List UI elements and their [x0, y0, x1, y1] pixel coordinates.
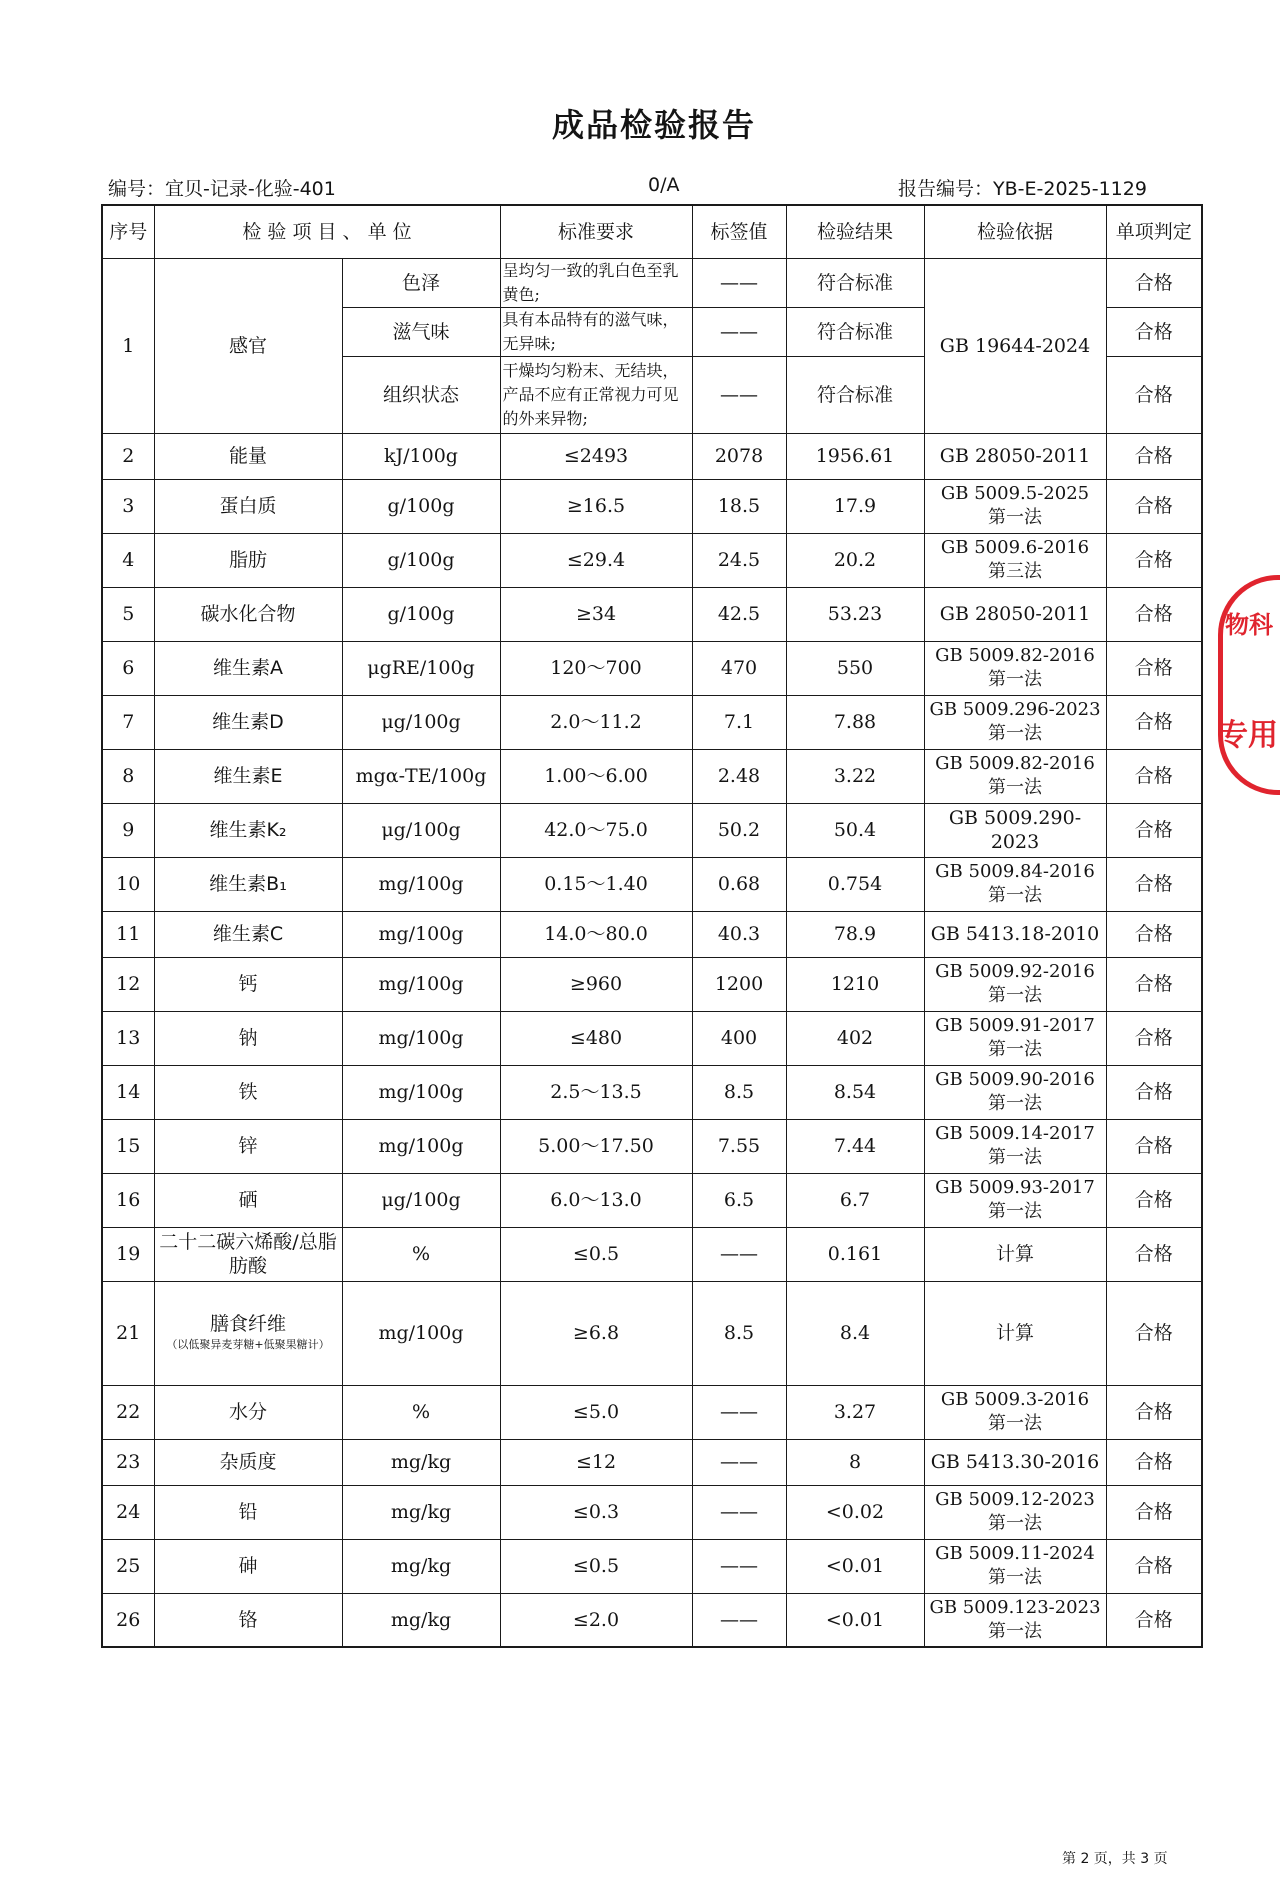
label-value: 42.5	[692, 587, 786, 641]
test-basis	[924, 1281, 1106, 1385]
test-result: 6.7	[786, 1173, 924, 1227]
standard-requirement: ≤29.4	[500, 533, 692, 587]
basis-standard: GB 5413.30-2016	[930, 1451, 1100, 1473]
table-row	[102, 587, 1202, 641]
judgment: 合格	[1106, 1593, 1202, 1647]
standard-requirement: ≥34	[500, 587, 692, 641]
sensory-item: 组织状态	[342, 356, 500, 433]
test-basis	[924, 1173, 1106, 1227]
judgment: 合格	[1106, 1281, 1202, 1385]
judgment: 合格	[1106, 479, 1202, 533]
table-row	[102, 1485, 1202, 1539]
item-name-text: 砷	[238, 1555, 258, 1577]
test-basis	[924, 1593, 1106, 1647]
unit: kJ/100g	[342, 433, 500, 479]
label-value: ——	[692, 307, 786, 356]
basis-method: 第一法	[988, 1567, 1042, 1588]
header-result: 检验结果	[786, 205, 924, 258]
standard-requirement: ≥6.8	[500, 1281, 692, 1385]
table-row	[102, 641, 1202, 695]
test-basis	[924, 857, 1106, 911]
judgment: 合格	[1106, 1173, 1202, 1227]
unit: mg/100g	[342, 1011, 500, 1065]
item-name	[154, 1385, 342, 1439]
standard-requirement: ≥960	[500, 957, 692, 1011]
judgment: 合格	[1106, 749, 1202, 803]
basis-standard: GB 5009.3-2016	[940, 1389, 1090, 1410]
judgment: 合格	[1106, 1065, 1202, 1119]
standard-requirement: 14.0～80.0	[500, 911, 692, 957]
row-seq: 5	[102, 587, 154, 641]
test-result: 8	[786, 1439, 924, 1485]
item-name-text: 维生素K₂	[209, 819, 287, 841]
header-item-unit: 检 验 项 目 、 单 位	[154, 205, 500, 258]
label-value: 2078	[692, 433, 786, 479]
table-row	[102, 433, 1202, 479]
test-basis	[924, 803, 1106, 857]
basis-method: 第一法	[988, 1620, 1042, 1642]
standard-requirement: ≤0.5	[500, 1227, 692, 1281]
test-basis	[924, 1539, 1106, 1593]
test-result: 符合标准	[786, 258, 924, 307]
judgment: 合格	[1106, 1227, 1202, 1281]
report-number: 报告编号：YB-E-2025-1129	[898, 178, 1147, 200]
item-name	[154, 1227, 342, 1281]
test-basis	[924, 695, 1106, 749]
test-result: 符合标准	[786, 356, 924, 433]
basis-standard: GB 28050-2011	[939, 603, 1091, 625]
item-note: （以低聚异麦芽糖+低聚果糖计）	[166, 1338, 330, 1351]
item-name-text: 铁	[238, 1081, 258, 1103]
sensory-standard: 干燥均匀粉末、无结块，产品不应有正常视力可见的外来异物;	[500, 356, 692, 433]
label-value: ——	[692, 258, 786, 307]
test-basis	[924, 749, 1106, 803]
row-seq: 13	[102, 1011, 154, 1065]
row-seq: 15	[102, 1119, 154, 1173]
row-seq: 12	[102, 957, 154, 1011]
label-value: 7.55	[692, 1119, 786, 1173]
test-result: 7.44	[786, 1119, 924, 1173]
unit: g/100g	[342, 533, 500, 587]
item-name-text: 硒	[238, 1189, 258, 1211]
judgment: 合格	[1106, 307, 1202, 356]
label-value: 7.1	[692, 695, 786, 749]
unit: mg/kg	[342, 1593, 500, 1647]
label-value: 8.5	[692, 1065, 786, 1119]
item-name-text: 铅	[238, 1501, 258, 1523]
label-value: ——	[692, 1385, 786, 1439]
basis-method: 第一法	[988, 777, 1042, 798]
standard-requirement: 42.0～75.0	[500, 803, 692, 857]
header-standard: 标准要求	[500, 205, 692, 258]
row-seq: 16	[102, 1173, 154, 1227]
basis-standard: GB 5009.82-2016	[935, 645, 1095, 666]
label-value: ——	[692, 1593, 786, 1647]
basis-standard: GB 5009.14-2017	[935, 1123, 1095, 1144]
table-row	[102, 911, 1202, 957]
table-row	[102, 479, 1202, 533]
test-result: <0.01	[786, 1539, 924, 1593]
item-name-text: 维生素C	[212, 923, 284, 945]
stamp-text-bottom: 专用	[1218, 718, 1278, 753]
standard-requirement: 2.0～11.2	[500, 695, 692, 749]
basis-standard: GB 5009.92-2016	[935, 961, 1095, 982]
test-basis	[924, 1065, 1106, 1119]
table-row	[102, 803, 1202, 857]
item-name	[154, 749, 342, 803]
item-name	[154, 911, 342, 957]
judgment: 合格	[1106, 533, 1202, 587]
item-name-text: 蛋白质	[219, 495, 277, 517]
test-result: 8.54	[786, 1065, 924, 1119]
standard-requirement: 1.00～6.00	[500, 749, 692, 803]
unit: μg/100g	[342, 803, 500, 857]
basis-standard: GB 5009.93-2017	[935, 1177, 1095, 1198]
judgment: 合格	[1106, 1539, 1202, 1593]
table-row	[102, 1227, 1202, 1281]
test-result: 符合标准	[786, 307, 924, 356]
table-row	[102, 957, 1202, 1011]
judgment: 合格	[1106, 695, 1202, 749]
basis-method: 第一法	[988, 723, 1042, 744]
item-name	[154, 857, 342, 911]
table-row	[102, 695, 1202, 749]
basis-standard: GB 5009.6-2016	[940, 537, 1090, 558]
table-row	[102, 1539, 1202, 1593]
table-row	[102, 1119, 1202, 1173]
item-name-text: 能量	[228, 445, 267, 467]
page-footer: 第 2 页，共 3 页	[1062, 1851, 1168, 1867]
table-row	[102, 1173, 1202, 1227]
row-seq: 26	[102, 1593, 154, 1647]
standard-requirement: 120～700	[500, 641, 692, 695]
judgment: 合格	[1106, 258, 1202, 307]
test-result: <0.01	[786, 1593, 924, 1647]
inspection-table	[101, 204, 1203, 1648]
item-name-text: 膳食纤维	[209, 1313, 286, 1335]
version-label: 0/A	[648, 174, 680, 196]
test-result: <0.02	[786, 1485, 924, 1539]
table-row	[102, 749, 1202, 803]
table-row	[102, 857, 1202, 911]
item-name-text: 维生素E	[213, 765, 283, 787]
unit: g/100g	[342, 587, 500, 641]
unit: mg/100g	[342, 1119, 500, 1173]
row-seq: 2	[102, 433, 154, 479]
basis-method: 第一法	[988, 985, 1042, 1006]
item-name	[154, 533, 342, 587]
sensory-item: 色泽	[342, 258, 500, 307]
test-result: 3.22	[786, 749, 924, 803]
test-result: 20.2	[786, 533, 924, 587]
unit: mg/100g	[342, 1281, 500, 1385]
unit: mg/100g	[342, 857, 500, 911]
sensory-standard: 具有本品特有的滋气味，无异味;	[500, 307, 692, 356]
unit: μgRE/100g	[342, 641, 500, 695]
basis-method: 第一法	[988, 669, 1042, 690]
label-value: ——	[692, 1485, 786, 1539]
test-basis	[924, 1485, 1106, 1539]
test-result: 17.9	[786, 479, 924, 533]
basis-standard: 计算	[995, 1322, 1034, 1344]
table-row	[102, 1281, 1202, 1385]
item-name-text: 维生素D	[212, 711, 284, 733]
test-basis	[924, 479, 1106, 533]
basis-standard: 计算	[995, 1243, 1034, 1265]
item-name-text: 铬	[238, 1608, 258, 1631]
test-basis	[924, 1439, 1106, 1485]
standard-requirement: ≤2.0	[500, 1593, 692, 1647]
item-name-text: 碳水化合物	[200, 603, 296, 625]
test-result: 50.4	[786, 803, 924, 857]
item-name	[154, 1485, 342, 1539]
basis-standard: GB 28050-2011	[939, 445, 1091, 467]
unit: mg/100g	[342, 957, 500, 1011]
test-basis	[924, 587, 1106, 641]
header-judgment: 单项判定	[1106, 205, 1202, 258]
standard-requirement: ≤5.0	[500, 1385, 692, 1439]
judgment: 合格	[1106, 356, 1202, 433]
item-name	[154, 1119, 342, 1173]
item-name-text: 钠	[238, 1027, 258, 1049]
label-value: ——	[692, 1227, 786, 1281]
unit: mg/kg	[342, 1539, 500, 1593]
unit: mg/100g	[342, 911, 500, 957]
test-basis	[924, 1385, 1106, 1439]
basis-standard: GB 5413.18-2010	[930, 923, 1100, 945]
row-seq: 21	[102, 1281, 154, 1385]
item-name-text: 钙	[238, 973, 258, 995]
basis-method: 第一法	[988, 1039, 1042, 1060]
basis-method: 第一法	[988, 1513, 1042, 1534]
basis-standard: GB 5009.12-2023	[935, 1489, 1095, 1510]
row-seq: 24	[102, 1485, 154, 1539]
label-value: 8.5	[692, 1281, 786, 1385]
header-seq: 序号	[102, 205, 154, 258]
table-row	[102, 1011, 1202, 1065]
unit: μg/100g	[342, 1173, 500, 1227]
unit: mgα-TE/100g	[342, 749, 500, 803]
unit: μg/100g	[342, 695, 500, 749]
basis-standard: GB 5009.91-2017	[935, 1015, 1095, 1036]
row-seq: 23	[102, 1439, 154, 1485]
table-row	[102, 1439, 1202, 1485]
row-seq: 6	[102, 641, 154, 695]
item-name	[154, 957, 342, 1011]
row-seq: 9	[102, 803, 154, 857]
judgment: 合格	[1106, 803, 1202, 857]
item-name-text: 锌	[238, 1135, 258, 1157]
standard-requirement: 5.00～17.50	[500, 1119, 692, 1173]
item-name	[154, 1539, 342, 1593]
standard-requirement: ≤0.3	[500, 1485, 692, 1539]
unit: %	[342, 1385, 500, 1439]
label-value: 1200	[692, 957, 786, 1011]
item-name	[154, 695, 342, 749]
row-seq: 14	[102, 1065, 154, 1119]
row-seq: 19	[102, 1227, 154, 1281]
label-value: 470	[692, 641, 786, 695]
row-seq: 10	[102, 857, 154, 911]
table-row	[102, 533, 1202, 587]
label-value: 24.5	[692, 533, 786, 587]
judgment: 合格	[1106, 1385, 1202, 1439]
test-basis	[924, 957, 1106, 1011]
label-value: 400	[692, 1011, 786, 1065]
test-basis	[924, 641, 1106, 695]
basis-standard: GB 5009.5-2025	[940, 483, 1090, 504]
table-row	[102, 1593, 1202, 1647]
item-name	[154, 479, 342, 533]
label-value: ——	[692, 1439, 786, 1485]
row-seq: 4	[102, 533, 154, 587]
item-name-text: 杂质度	[219, 1451, 277, 1473]
item-name	[154, 433, 342, 479]
judgment: 合格	[1106, 1119, 1202, 1173]
test-result: 1210	[786, 957, 924, 1011]
item-name	[154, 641, 342, 695]
standard-requirement: 0.15～1.40	[500, 857, 692, 911]
test-basis	[924, 1227, 1106, 1281]
test-basis	[924, 533, 1106, 587]
row-seq: 7	[102, 695, 154, 749]
test-result: 402	[786, 1011, 924, 1065]
test-result: 1956.61	[786, 433, 924, 479]
row-seq: 22	[102, 1385, 154, 1439]
row-seq: 8	[102, 749, 154, 803]
test-result: 7.88	[786, 695, 924, 749]
sensory-item: 滋气味	[342, 307, 500, 356]
basis-standard: GB 5009.290-2023	[948, 807, 1082, 853]
item-name-text: 维生素B₁	[209, 873, 287, 895]
basis-standard: GB 5009.90-2016	[935, 1069, 1095, 1090]
standard-requirement: ≤2493	[500, 433, 692, 479]
item-name-text: 二十二碳六烯酸/总脂肪酸	[159, 1231, 337, 1277]
basis-method: 第一法	[988, 1201, 1042, 1222]
item-name	[154, 803, 342, 857]
item-name-text: 水分	[228, 1401, 267, 1423]
judgment: 合格	[1106, 1485, 1202, 1539]
item-name-text: 维生素A	[213, 657, 283, 679]
standard-requirement: ≥16.5	[500, 479, 692, 533]
row-seq: 1	[102, 258, 154, 433]
test-result: 8.4	[786, 1281, 924, 1385]
table-row	[102, 1385, 1202, 1439]
standard-requirement: 6.0～13.0	[500, 1173, 692, 1227]
stamp-text-top: 物科	[1225, 611, 1273, 639]
basis-standard: GB 5009.11-2024	[935, 1543, 1095, 1564]
judgment: 合格	[1106, 1011, 1202, 1065]
unit: %	[342, 1227, 500, 1281]
judgment: 合格	[1106, 641, 1202, 695]
standard-requirement: ≤480	[500, 1011, 692, 1065]
unit: g/100g	[342, 479, 500, 533]
basis-method: 第一法	[988, 1413, 1042, 1434]
test-basis	[924, 433, 1106, 479]
judgment: 合格	[1106, 1439, 1202, 1485]
basis-method: 第一法	[988, 1093, 1042, 1114]
item-name	[154, 1281, 342, 1385]
item-name	[154, 1593, 342, 1647]
judgment: 合格	[1106, 587, 1202, 641]
basis-standard: GB 5009.296-2023	[929, 699, 1101, 720]
table-row	[102, 258, 1202, 307]
standard-requirement: 2.5～13.5	[500, 1065, 692, 1119]
label-value: 50.2	[692, 803, 786, 857]
label-value: 2.48	[692, 749, 786, 803]
judgment: 合格	[1106, 433, 1202, 479]
label-value: 0.68	[692, 857, 786, 911]
label-value: ——	[692, 356, 786, 433]
basis-method: 第一法	[988, 1147, 1042, 1168]
unit: mg/kg	[342, 1485, 500, 1539]
sensory-basis: GB 19644-2024	[924, 258, 1106, 433]
test-result: 78.9	[786, 911, 924, 957]
row-seq: 25	[102, 1539, 154, 1593]
basis-method: 第一法	[988, 885, 1042, 906]
basis-method: 第一法	[988, 507, 1042, 528]
item-name	[154, 1011, 342, 1065]
test-result: 3.27	[786, 1385, 924, 1439]
judgment: 合格	[1106, 957, 1202, 1011]
unit: mg/kg	[342, 1439, 500, 1485]
header-label-value: 标签值	[692, 205, 786, 258]
record-number: 编号：宜贝-记录-化验-401	[108, 178, 336, 200]
test-basis	[924, 1011, 1106, 1065]
standard-requirement: ≤0.5	[500, 1539, 692, 1593]
standard-requirement: ≤12	[500, 1439, 692, 1485]
test-result: 0.754	[786, 857, 924, 911]
header-basis: 检验依据	[924, 205, 1106, 258]
table-row	[102, 1065, 1202, 1119]
judgment: 合格	[1106, 857, 1202, 911]
basis-standard: GB 5009.123-2023	[929, 1596, 1101, 1618]
test-basis	[924, 1119, 1106, 1173]
unit: mg/100g	[342, 1065, 500, 1119]
label-value: 18.5	[692, 479, 786, 533]
judgment: 合格	[1106, 911, 1202, 957]
test-result: 0.161	[786, 1227, 924, 1281]
sensory-standard: 呈均匀一致的乳白色至乳黄色;	[500, 258, 692, 307]
row-seq: 3	[102, 479, 154, 533]
test-basis	[924, 911, 1106, 957]
basis-standard: GB 5009.82-2016	[935, 753, 1095, 774]
item-name	[154, 1065, 342, 1119]
item-name	[154, 587, 342, 641]
label-value: ——	[692, 1539, 786, 1593]
row-seq: 11	[102, 911, 154, 957]
table-header-row	[102, 205, 1202, 258]
sensory-group: 感官	[154, 258, 342, 433]
label-value: 6.5	[692, 1173, 786, 1227]
basis-method: 第三法	[988, 561, 1042, 582]
item-name-text: 脂肪	[228, 549, 267, 571]
item-name	[154, 1173, 342, 1227]
test-result: 53.23	[786, 587, 924, 641]
basis-standard: GB 5009.84-2016	[935, 861, 1095, 882]
report-title: 成品检验报告	[551, 106, 756, 144]
label-value: 40.3	[692, 911, 786, 957]
test-result: 550	[786, 641, 924, 695]
item-name	[154, 1439, 342, 1485]
